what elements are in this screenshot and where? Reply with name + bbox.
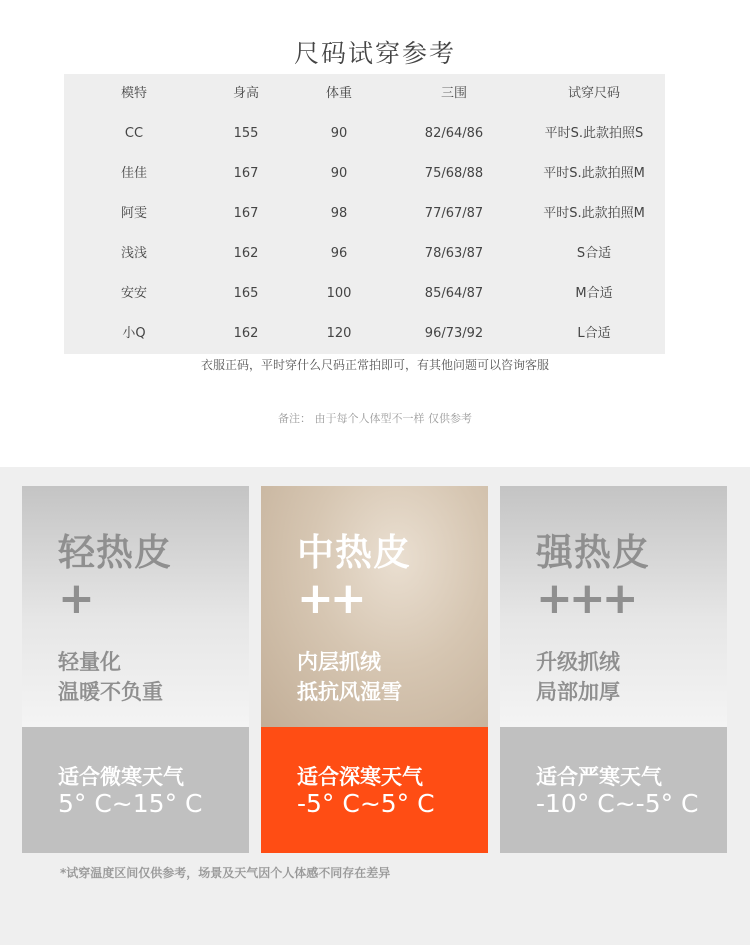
card-name: 强热皮 — [536, 531, 650, 574]
cell-model: 安安 — [120, 286, 147, 301]
cell-measurements: 77/67/87 — [424, 206, 484, 221]
card-upper — [261, 486, 488, 727]
page-title: 尺码试穿参考 — [293, 39, 456, 68]
cell-height: 162 — [233, 326, 259, 341]
cell-weight: 96 — [330, 246, 348, 261]
card-feature: 轻量化 — [58, 650, 121, 674]
cell-measurements: 85/64/87 — [424, 286, 484, 301]
suitable-weather: 适合严寒天气 — [536, 765, 662, 789]
card-feature: 局部加厚 — [536, 680, 620, 704]
cell-height: 162 — [233, 246, 259, 261]
warmth-level: ++ — [297, 573, 363, 624]
header-model: 模特 — [120, 86, 147, 101]
cell-height: 167 — [233, 166, 259, 181]
cell-height: 155 — [233, 126, 259, 141]
header-height: 身高 — [232, 86, 259, 101]
cell-model: 浅浅 — [120, 246, 147, 261]
cell-fit-size: 平时S.此款拍照M — [543, 206, 645, 221]
table-row — [64, 234, 665, 274]
card-feature: 内层抓绒 — [297, 650, 381, 674]
remark-note: 备注： 由于每个人体型不一样 仅供参考 — [278, 412, 472, 425]
cell-model: 佳佳 — [120, 166, 147, 181]
card-weather-block — [500, 727, 727, 853]
cell-weight: 90 — [330, 126, 348, 141]
cell-measurements: 75/68/88 — [424, 166, 484, 181]
cell-model: 阿雯 — [120, 206, 147, 221]
cell-height: 167 — [233, 206, 259, 221]
temperature-range: -10° C~-5° C — [536, 789, 699, 818]
suitable-weather: 适合深寒天气 — [297, 765, 423, 789]
footnote: *试穿温度区间仅供参考，场景及天气因个人体感不同存在差异 — [60, 866, 391, 880]
table-row — [64, 194, 665, 234]
cell-fit-size: 平时S.此款拍照S — [544, 126, 644, 141]
table-row — [64, 314, 665, 354]
cell-fit-size: M合适 — [575, 286, 613, 301]
cell-fit-size: L合适 — [577, 326, 611, 341]
cell-model: CC — [124, 126, 144, 141]
cell-measurements: 96/73/92 — [424, 326, 484, 341]
warmth-level: +++ — [536, 573, 635, 624]
cell-fit-size: S合适 — [576, 246, 612, 261]
card-weather-block — [261, 727, 488, 853]
temperature-range: -5° C~5° C — [297, 789, 435, 818]
cell-weight: 100 — [326, 286, 352, 301]
card-feature: 温暖不负重 — [58, 680, 163, 704]
cell-measurements: 82/64/86 — [424, 126, 484, 141]
table-row — [64, 114, 665, 154]
card-name: 中热皮 — [297, 531, 411, 574]
header-fit-size: 试穿尺码 — [567, 86, 620, 101]
cell-height: 165 — [233, 286, 259, 301]
cell-weight: 120 — [326, 326, 352, 341]
card-upper — [22, 486, 249, 727]
cell-measurements: 78/63/87 — [424, 246, 484, 261]
card-heavy-fleece — [500, 486, 727, 853]
card-feature: 抵抗风湿雪 — [297, 680, 402, 704]
temperature-range: 5° C~15° C — [58, 789, 203, 818]
card-feature: 升级抓绒 — [536, 650, 620, 674]
table-row — [64, 274, 665, 314]
table-row — [64, 154, 665, 194]
card-medium-fleece — [261, 486, 488, 853]
cell-fit-size: 平时S.此款拍照M — [543, 166, 645, 181]
size-fit-note: 衣服正码，平时穿什么尺码正常拍即可，有其他问题可以咨询客服 — [200, 358, 549, 372]
warmth-level: + — [58, 573, 91, 624]
cell-model: 小Q — [122, 326, 146, 341]
cell-weight: 98 — [330, 206, 348, 221]
size-reference-table — [64, 74, 665, 354]
header-measurements: 三围 — [440, 86, 467, 101]
card-upper — [500, 486, 727, 727]
table-header-row — [64, 74, 665, 114]
card-light-fleece — [22, 486, 249, 853]
suitable-weather: 适合微寒天气 — [58, 765, 184, 789]
card-name: 轻热皮 — [58, 531, 172, 574]
header-weight: 体重 — [325, 86, 352, 101]
card-weather-block — [22, 727, 249, 853]
cell-weight: 90 — [330, 166, 348, 181]
